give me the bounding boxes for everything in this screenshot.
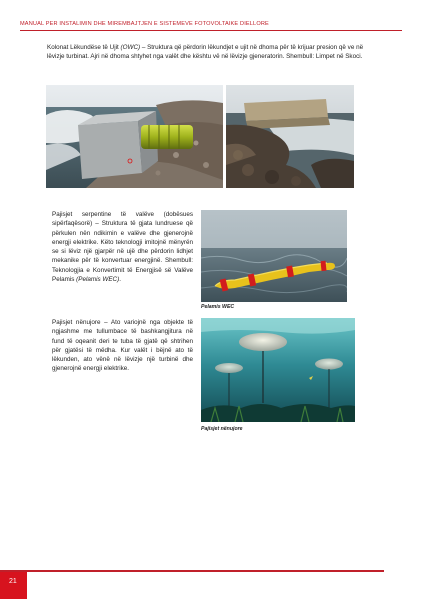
owc-text-end: – Struktura që përdorin lëkundjet e ujit në dhoma për të krijuar presion që ve në lëvizje turbinat. Ajri në dhoma shtyhet nga valët dhe kështu vë në lëvizje gjeneratorin. Shembull: Limpet në Skoci.	[47, 44, 364, 61]
page-number: 21	[9, 578, 17, 585]
owc-abbreviation: (OWC)	[120, 44, 141, 51]
pelamis-text-end: .	[119, 276, 121, 284]
page-number-badge	[0, 572, 27, 599]
pelamis-wec-photo	[201, 210, 347, 302]
owc-paragraph	[47, 43, 373, 62]
running-header-title: MANUAL PËR INSTALIMIN DHE MIRËMBAJTJEN E SISTEMEVE FOTOVOLTAIKE DIELLORE	[20, 21, 269, 27]
limpet-coast-photo	[226, 85, 354, 188]
pelamis-paragraph	[52, 210, 193, 284]
owc-structure-photo	[46, 85, 223, 188]
owc-text-start: Kolonat Lëkundëse të Ujit	[47, 44, 121, 51]
pelamis-text-start: Pajisjet serpentine të valëve (dobësues sipërfaqësorë) – Struktura të gjata lundruese që përkulen nën ndikimin e valëve dhe gjenerojnë energji elektrike. Këto teknologji imitojnë mënyrën se si lëviz një gjarpër në ujë dhe përdorin lidhjet mekanike për të konvertuar energjinë. Shembull: Teknologjia e Konvertimit të Energjisë së Valëve Pelamis	[52, 211, 193, 284]
submerged-caption: Pajisjet nënujore	[201, 426, 243, 432]
footer-divider	[0, 570, 384, 572]
pelamis-abbreviation: (Pelamis WEC)	[76, 276, 120, 284]
submerged-devices-photo	[201, 318, 355, 422]
pelamis-caption: Pelamis WEC	[201, 304, 235, 310]
submerged-paragraph: Pajisjet nënujore – Ato variojnë nga objekte të ngjashme me tullumbace të bashkangjitura në fund të oqeanit deri te tuba të gjatë që shtrihen për gjatësi të mëdha. Kur valët i bëjnë ato të lëkunden, ato vënë në lëvizje një turbinë dhe gjenerojnë energji elektrike.	[52, 319, 193, 373]
header-divider	[20, 30, 402, 31]
